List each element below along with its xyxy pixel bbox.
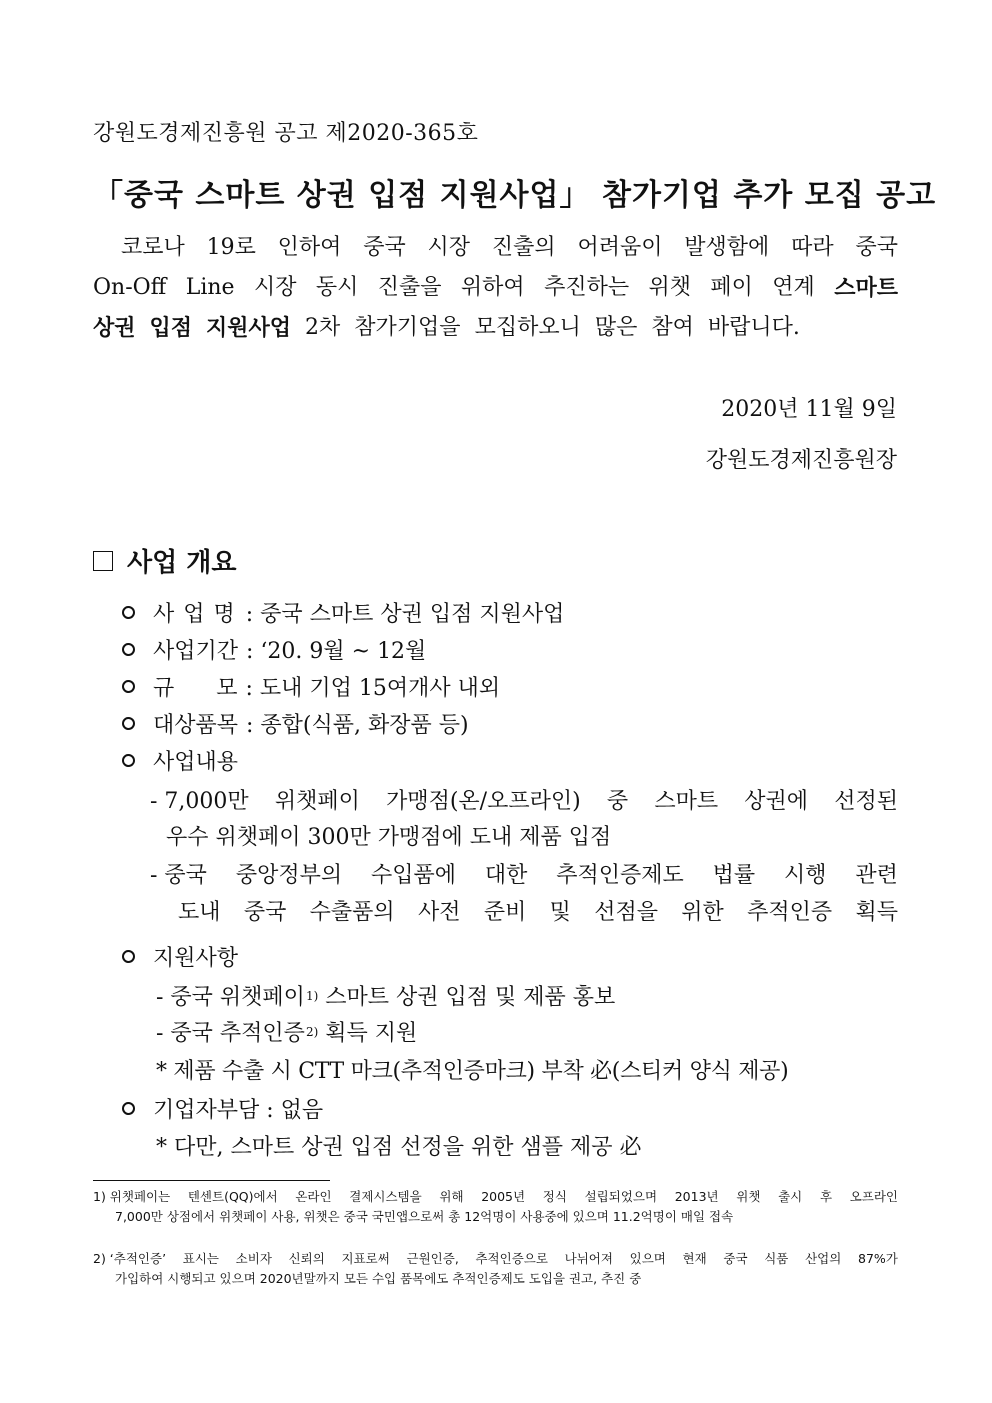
intro-word: 동시 [315, 275, 359, 300]
intro-word-bold: 상권 [93, 315, 136, 341]
intro-word: 참여 [651, 315, 694, 340]
content-word: 수출품의 [309, 900, 395, 925]
intro-word: 참가기업을 [354, 315, 461, 340]
list-item-products [122, 708, 469, 739]
list-item-scale [122, 671, 500, 702]
circle-bullet-icon [122, 950, 135, 963]
item-label: 대상품목 [153, 713, 239, 738]
footnote-1 [93, 1187, 898, 1227]
footnote-2-line-1 [93, 1249, 898, 1269]
content-1-line-2: 우수 위챗페이 300만 가맹점에 도내 제품 입점 [166, 825, 612, 850]
circle-bullet-icon [122, 643, 135, 656]
intro-word: 코로나 [121, 235, 185, 260]
intro-word: 진출을 [377, 275, 442, 300]
item-label: 사 업 명 [153, 602, 236, 627]
footnote-2 [93, 1249, 898, 1289]
intro-word: 시장 [427, 235, 471, 260]
checkbox-square-icon [93, 551, 113, 571]
intro-line-3 [93, 308, 898, 348]
content-word: 위챗페이 [274, 789, 360, 814]
fn-word: 현재 [682, 1251, 707, 1266]
footnote-divider [93, 1180, 330, 1181]
content-word: 사전 [417, 900, 461, 925]
circle-bullet-icon [122, 606, 135, 619]
list-item-name [122, 597, 564, 628]
fn-word: 산업의 [805, 1251, 842, 1266]
content-word: 대한 [484, 863, 528, 888]
fn-word: 2) ‘추적인증’ [93, 1251, 167, 1266]
item-label: 기업자부담 : 없음 [153, 1098, 324, 1123]
intro-word: 추진하는 [544, 275, 630, 300]
burden-note: * 다만, 스마트 상권 입점 선정을 위한 샘플 제공 必 [156, 1135, 642, 1160]
item-value: : 도내 기업 15여개사 내외 [245, 676, 501, 701]
item-label: 지원사항 [153, 946, 239, 971]
fn-word: 1) 위챗페이는 [93, 1189, 171, 1204]
content-word: 중앙정부의 [235, 863, 343, 888]
item-value: : ‘20. 9월 ~ 12월 [246, 639, 427, 664]
fn-word: 결제시스템을 [349, 1189, 422, 1204]
fn-word: 2013년 [674, 1189, 719, 1204]
content-word: 시행 [784, 863, 827, 888]
fn-word: 근원인증, [406, 1251, 459, 1266]
content-word: - 7,000만 [150, 789, 249, 814]
intro-line-2 [93, 268, 898, 308]
fn-word: 위챗 [736, 1189, 761, 1204]
content-word: 가맹점(온/오프라인) [386, 789, 581, 814]
support-text: 스마트 상권 입점 및 제품 홍보 [318, 985, 616, 1010]
intro-word: Line [185, 275, 235, 300]
footnote-ref: 1) [305, 988, 319, 1003]
fn-word: 위해 [439, 1189, 464, 1204]
intro-word: 인하여 [277, 235, 342, 260]
intro-word: 위챗 [648, 275, 691, 300]
intro-word: On-Off [93, 275, 167, 300]
intro-word-bold: 스마트 [834, 275, 898, 301]
intro-word: 19로 [206, 235, 256, 260]
content-word: 및 [549, 900, 571, 925]
support-text: - 중국 추적인증 [156, 1021, 305, 1046]
content-word: 중국 [243, 900, 287, 925]
content-word: 추적인증 [747, 900, 833, 925]
list-item-support [122, 941, 238, 972]
fn-word: 오프라인 [849, 1189, 898, 1204]
intro-word: 많은 [594, 315, 638, 340]
content-word: 준비 [483, 900, 527, 925]
content-word: 위한 [681, 900, 724, 925]
item-value: : 종합(식품, 화장품 등) [246, 713, 469, 738]
section-heading [93, 542, 237, 579]
content-word: 스마트 [654, 789, 719, 814]
fn-word: 표시는 [182, 1251, 219, 1266]
content-word: 중 [606, 789, 629, 814]
content-word: 추적인증제도 [556, 863, 684, 888]
item-label: 사업기간 [153, 639, 239, 664]
list-item-content [122, 745, 238, 776]
fn-word: 신뢰의 [288, 1251, 325, 1266]
fn-word: 텐센트(QQ)에서 [187, 1189, 278, 1204]
footnote-1-line-1 [93, 1187, 898, 1207]
intro-word: 2차 [305, 315, 341, 340]
section-title: 사업 개요 [127, 548, 237, 578]
item-value: : 중국 스마트 상권 입점 지원사업 [245, 602, 565, 627]
intro-word: 연계 [772, 275, 815, 300]
support-line-2 [156, 1016, 417, 1047]
intro-word: 중국 [855, 235, 898, 260]
fn-word: 온라인 [295, 1189, 332, 1204]
fn-word: 출시 [778, 1189, 803, 1204]
intro-word: 시장 [253, 275, 297, 300]
content-word: 상권에 [744, 789, 809, 814]
issuer-name: 강원도경제진흥원장 [705, 448, 897, 473]
fn-word: 나뉘어져 [564, 1251, 613, 1266]
intro-word-bold: 지원사업 [206, 315, 292, 341]
circle-bullet-icon [122, 754, 135, 767]
intro-word: 중국 [363, 235, 406, 260]
content-word: 선점을 [594, 900, 658, 925]
circle-bullet-icon [122, 680, 135, 693]
intro-word: 위하여 [460, 275, 525, 300]
list-item-period [122, 634, 426, 665]
intro-word: 어려움이 [577, 235, 663, 260]
content-1-line-1 [150, 784, 898, 815]
support-line-1 [156, 980, 615, 1011]
fn-word: 설립되었으며 [584, 1189, 658, 1204]
footnote-1-line-2: 7,000만 상점에서 위챗페이 사용, 위챗은 중국 국민앱으로써 총 12억명이 사용중에 있으며 11.2억명이 매일 접속 [115, 1209, 734, 1224]
intro-word-bold: 입점 [149, 315, 193, 341]
intro-word: 바랍니다. [707, 315, 800, 340]
fn-word: 정식 [542, 1189, 567, 1204]
footnote-2-line-2: 가입하여 시행되고 있으며 2020년말까지 모든 수입 품목에도 추적인증제도 도입을 권고, 추진 중 [115, 1271, 642, 1286]
item-label: 사업내용 [153, 750, 239, 775]
content-word: - 중국 [150, 863, 207, 888]
intro-word: 페이 [710, 275, 753, 300]
intro-word: 모집하오니 [474, 315, 581, 340]
fn-word: 후 [819, 1189, 833, 1204]
fn-word: 추적인증으로 [475, 1251, 548, 1266]
content-word: 선정된 [834, 789, 898, 814]
content-2-line-1 [150, 858, 898, 889]
intro-word: 발생함에 [684, 235, 770, 260]
content-2-line-2 [178, 895, 898, 926]
fn-word: 있으며 [629, 1251, 666, 1266]
fn-word: 2005년 [481, 1189, 526, 1204]
intro-line-1 [93, 228, 898, 268]
content-word: 수입품에 [370, 863, 456, 888]
intro-word: 진출의 [491, 235, 556, 260]
content-word: 관련 [855, 863, 898, 888]
fn-word: 지표로써 [341, 1251, 390, 1266]
footnote-ref: 2) [305, 1024, 319, 1039]
content-word: 획득 [855, 900, 898, 925]
page-title: 「중국 스마트 상권 입점 지원사업」 참가기업 추가 모집 공고 [93, 178, 937, 213]
intro-paragraph [93, 228, 898, 348]
fn-word: 식품 [764, 1251, 789, 1266]
content-word: 도내 [178, 900, 221, 925]
list-item-burden [122, 1093, 323, 1124]
fn-word: 소비자 [235, 1251, 272, 1266]
circle-bullet-icon [122, 1102, 135, 1115]
fn-word: 중국 [723, 1251, 748, 1266]
item-label: 규 모 [153, 676, 238, 701]
fn-word: 87%가 [858, 1251, 898, 1266]
circle-bullet-icon [122, 717, 135, 730]
intro-word: 따라 [791, 235, 834, 260]
content-word: 법률 [712, 863, 756, 888]
support-text: 획득 지원 [318, 1021, 418, 1046]
support-text: - 중국 위챗페이 [156, 985, 305, 1010]
notice-date: 2020년 11월 9일 [721, 397, 897, 422]
notice-number: 강원도경제진흥원 공고 제2020-365호 [93, 121, 479, 146]
support-note: * 제품 수출 시 CTT 마크(추적인증마크) 부착 必(스티커 양식 제공) [156, 1059, 789, 1084]
